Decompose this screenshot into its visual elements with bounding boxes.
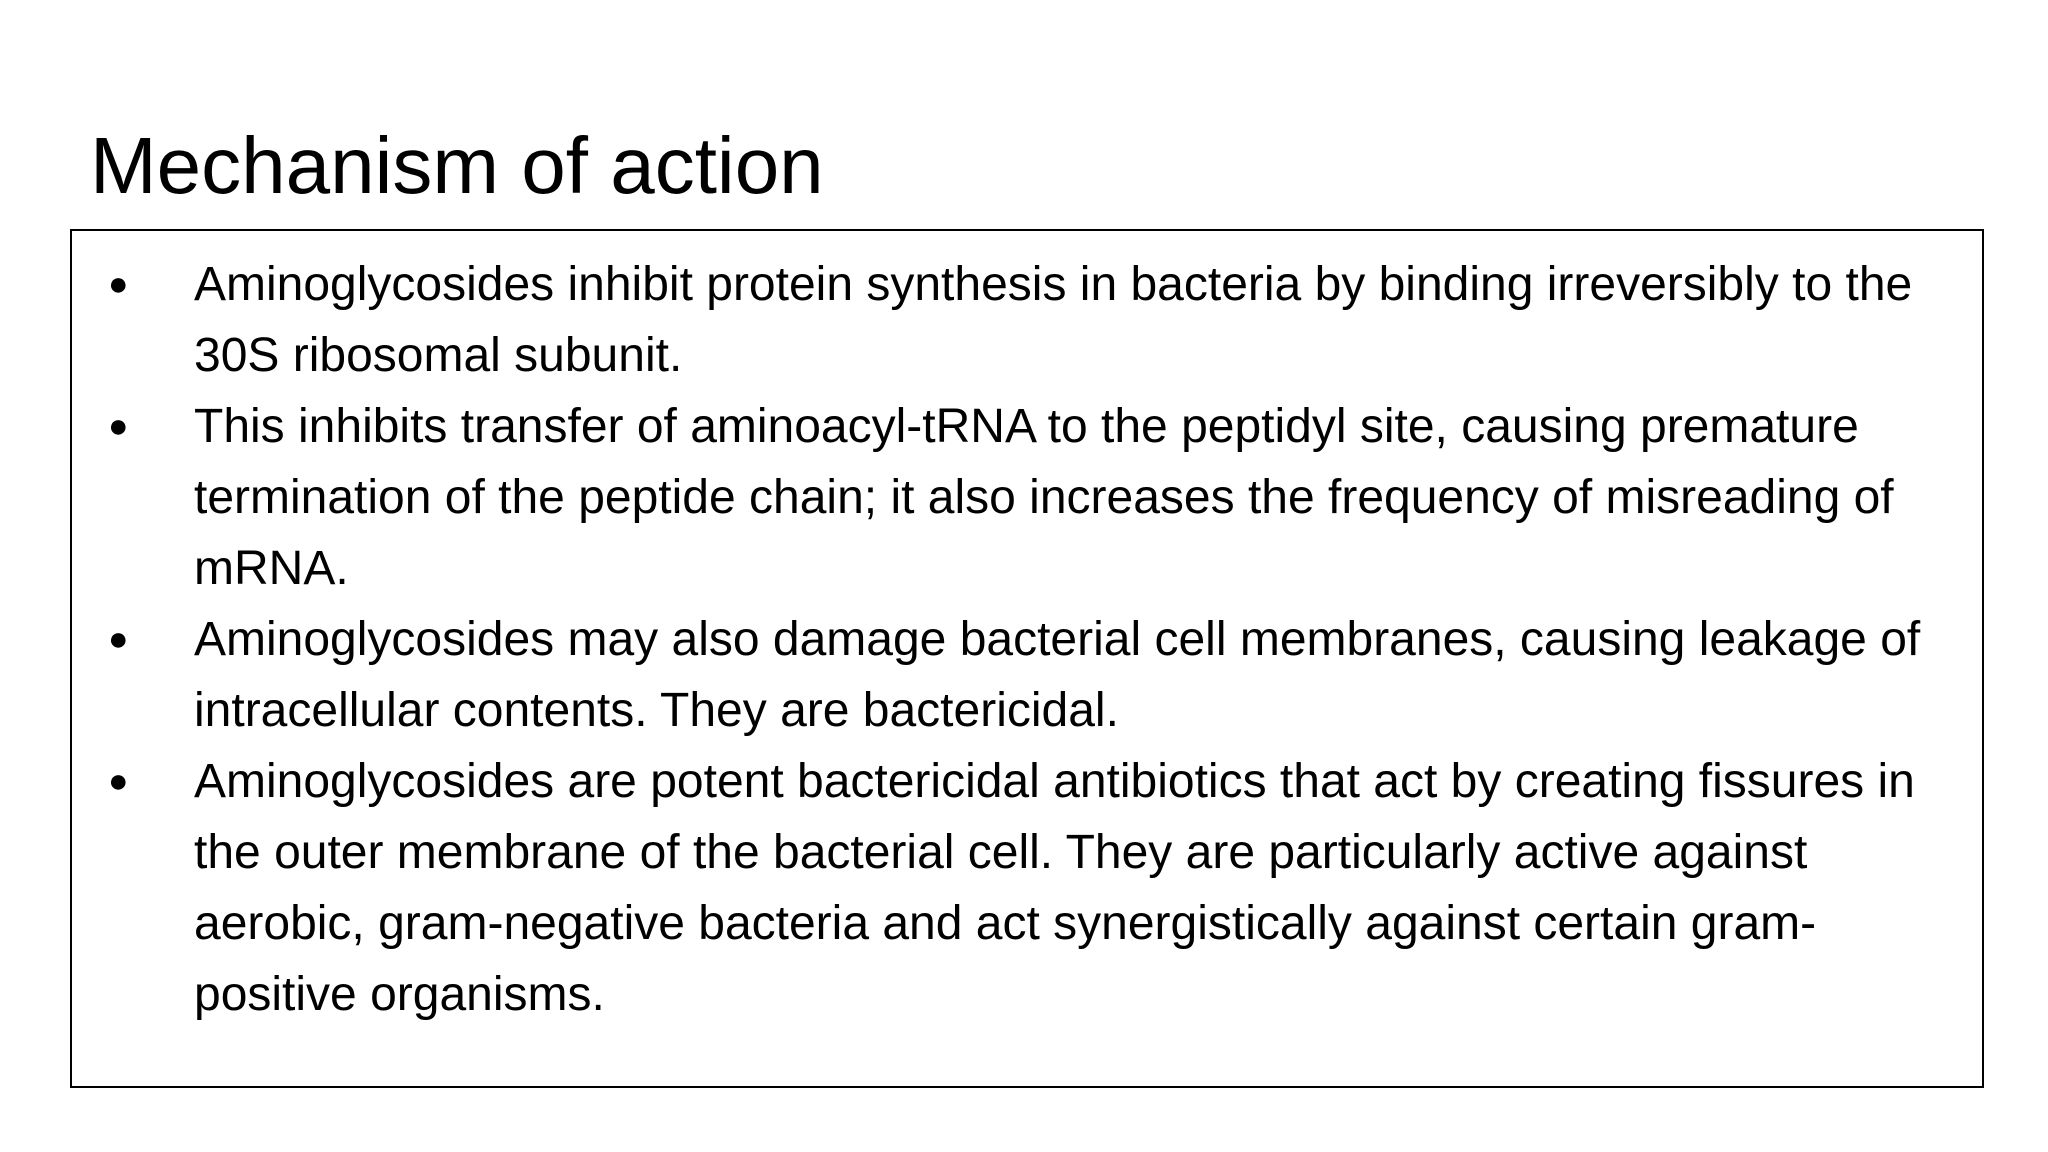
bullet-dot-icon: ● xyxy=(108,762,129,800)
bullet-dot-icon: ● xyxy=(108,620,129,658)
bullet-dot-icon: ● xyxy=(108,407,129,445)
bullet-item xyxy=(72,604,1982,746)
bullet-text: Aminoglycosides may also damage bacterial cell membranes, causing leakage of intracellular contents. They are bactericidal. xyxy=(194,613,1921,737)
bullet-text: This inhibits transfer of aminoacyl-tRNA to the peptidyl site, causing premature termination of the peptide chain; it also increases the frequency of misreading of mRNA. xyxy=(194,400,1894,595)
slide-title: Mechanism of action xyxy=(90,121,824,210)
bullet-item xyxy=(72,391,1982,604)
bullet-item xyxy=(72,249,1982,391)
bullet-text: Aminoglycosides inhibit protein synthesis in bacteria by binding irreversibly to the 30S ribosomal subunit. xyxy=(194,258,1913,382)
bullet-dot-icon: ● xyxy=(108,265,129,303)
bullet-list xyxy=(72,249,1982,1030)
content-box xyxy=(70,229,1984,1088)
bullet-item xyxy=(72,746,1982,1030)
bullet-text: Aminoglycosides are potent bactericidal antibiotics that act by creating fissures in the outer membrane of the bacterial cell. They are particularly active against aerobic, gram-negative bacteria and act synergistically against certain gram-positive organisms. xyxy=(194,755,1915,1021)
